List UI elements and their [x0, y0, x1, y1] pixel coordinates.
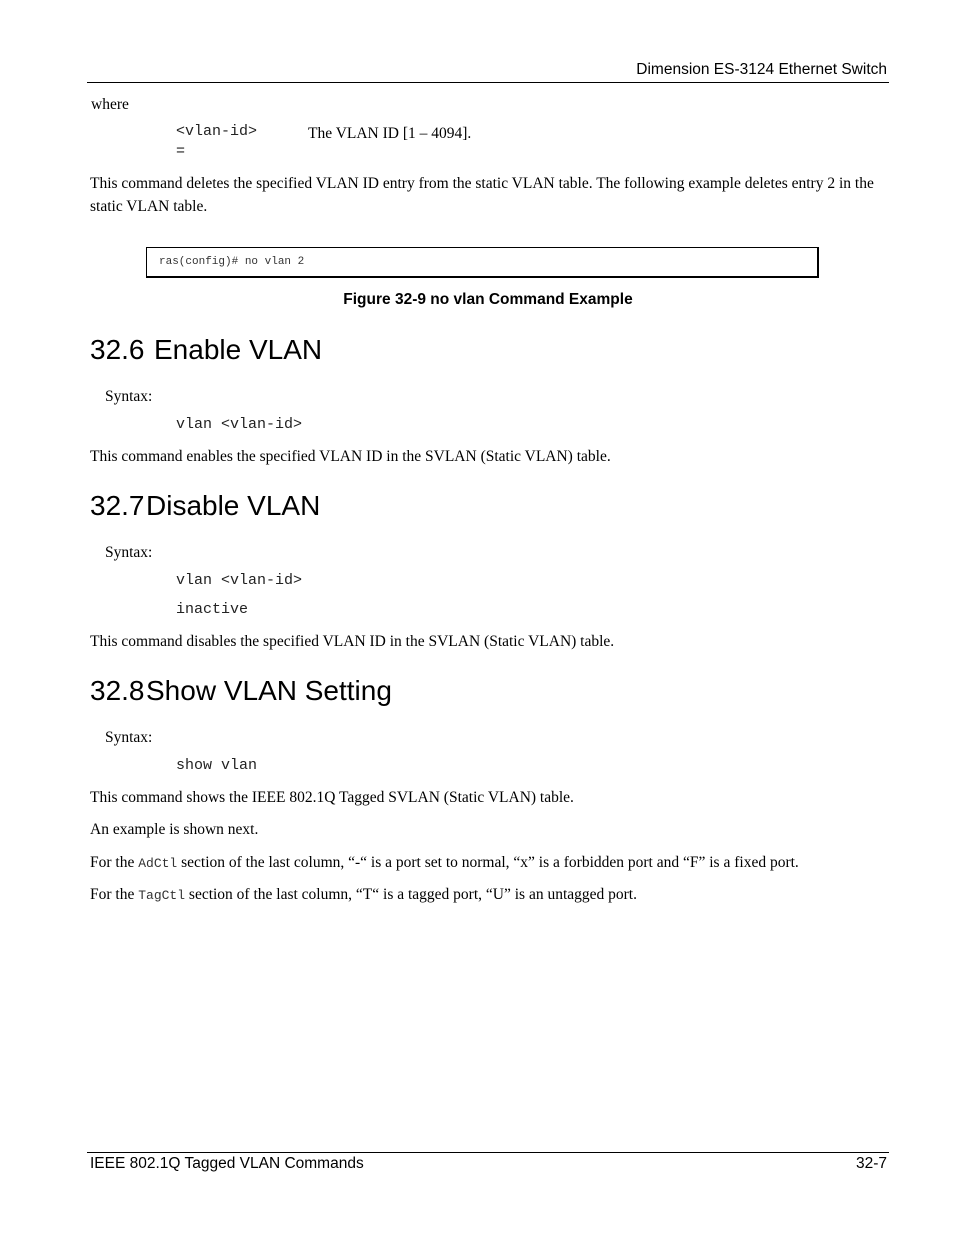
section-heading-enable-vlan: [90, 334, 322, 366]
param-name: <vlan-id>: [176, 123, 258, 140]
section-title: Disable VLAN: [146, 490, 321, 521]
footer-rule: [87, 1152, 889, 1153]
syntax-label: Syntax:: [105, 729, 153, 746]
tagctl-code: TagCtl: [138, 888, 186, 903]
syntax-label: Syntax:: [105, 544, 153, 561]
intro-paragraph: This command deletes the specified VLAN ID entry from the static VLAN table. The following example deletes entry 2 in the static VLAN table.: [90, 175, 874, 215]
where-label: where: [91, 96, 129, 113]
tagctl-prefix: For the: [90, 886, 139, 903]
example-line: An example is shown next.: [90, 821, 259, 838]
section-number: 32.6: [90, 334, 145, 365]
section-number: 32.7: [90, 490, 145, 521]
footer-page-number: 32-7: [855, 1155, 887, 1172]
adctl-suffix: section of the last column, “-“ is a port set to normal, “x” is a forbidden port and “F” is a fixed port.: [177, 854, 799, 871]
section-description: This command enables the specified VLAN ID in the SVLAN (Static VLAN) table.: [90, 448, 611, 465]
section-heading-disable-vlan: [90, 490, 320, 522]
code-example-box: [146, 247, 819, 278]
section-number: 32.8: [90, 675, 145, 706]
adctl-prefix: For the: [90, 854, 139, 871]
param-description: The VLAN ID [1 – 4094].: [308, 125, 472, 142]
syntax-line: vlan <vlan-id>: [176, 416, 303, 433]
tagctl-paragraph: [90, 883, 637, 907]
section-description: This command disables the specified VLAN ID in the SVLAN (Static VLAN) table.: [90, 633, 615, 650]
section-heading-show-vlan-setting: [90, 675, 392, 707]
code-example: ras(config)# no vlan 2: [159, 256, 305, 268]
adctl-code: AdCtl: [138, 856, 178, 871]
section-title: Show VLAN Setting: [146, 675, 392, 706]
tagctl-suffix: section of the last column, “T“ is a tagged port, “U” is an untagged port.: [185, 886, 637, 903]
adctl-paragraph: [90, 851, 799, 875]
figure-caption: Figure 32-9 no vlan Command Example: [343, 291, 633, 308]
param-equals: =: [176, 143, 186, 160]
syntax-line: inactive: [176, 601, 249, 618]
syntax-line: show vlan: [176, 757, 258, 774]
syntax-label: Syntax:: [105, 388, 153, 405]
section-description: This command shows the IEEE 802.1Q Tagged SVLAN (Static VLAN) table.: [90, 789, 574, 806]
footer-chapter-title: IEEE 802.1Q Tagged VLAN Commands: [90, 1155, 364, 1172]
running-header: Dimension ES-3124 Ethernet Switch: [636, 61, 887, 78]
syntax-line: vlan <vlan-id>: [176, 572, 303, 589]
header-rule: [87, 82, 889, 83]
section-title: Enable VLAN: [154, 334, 323, 365]
